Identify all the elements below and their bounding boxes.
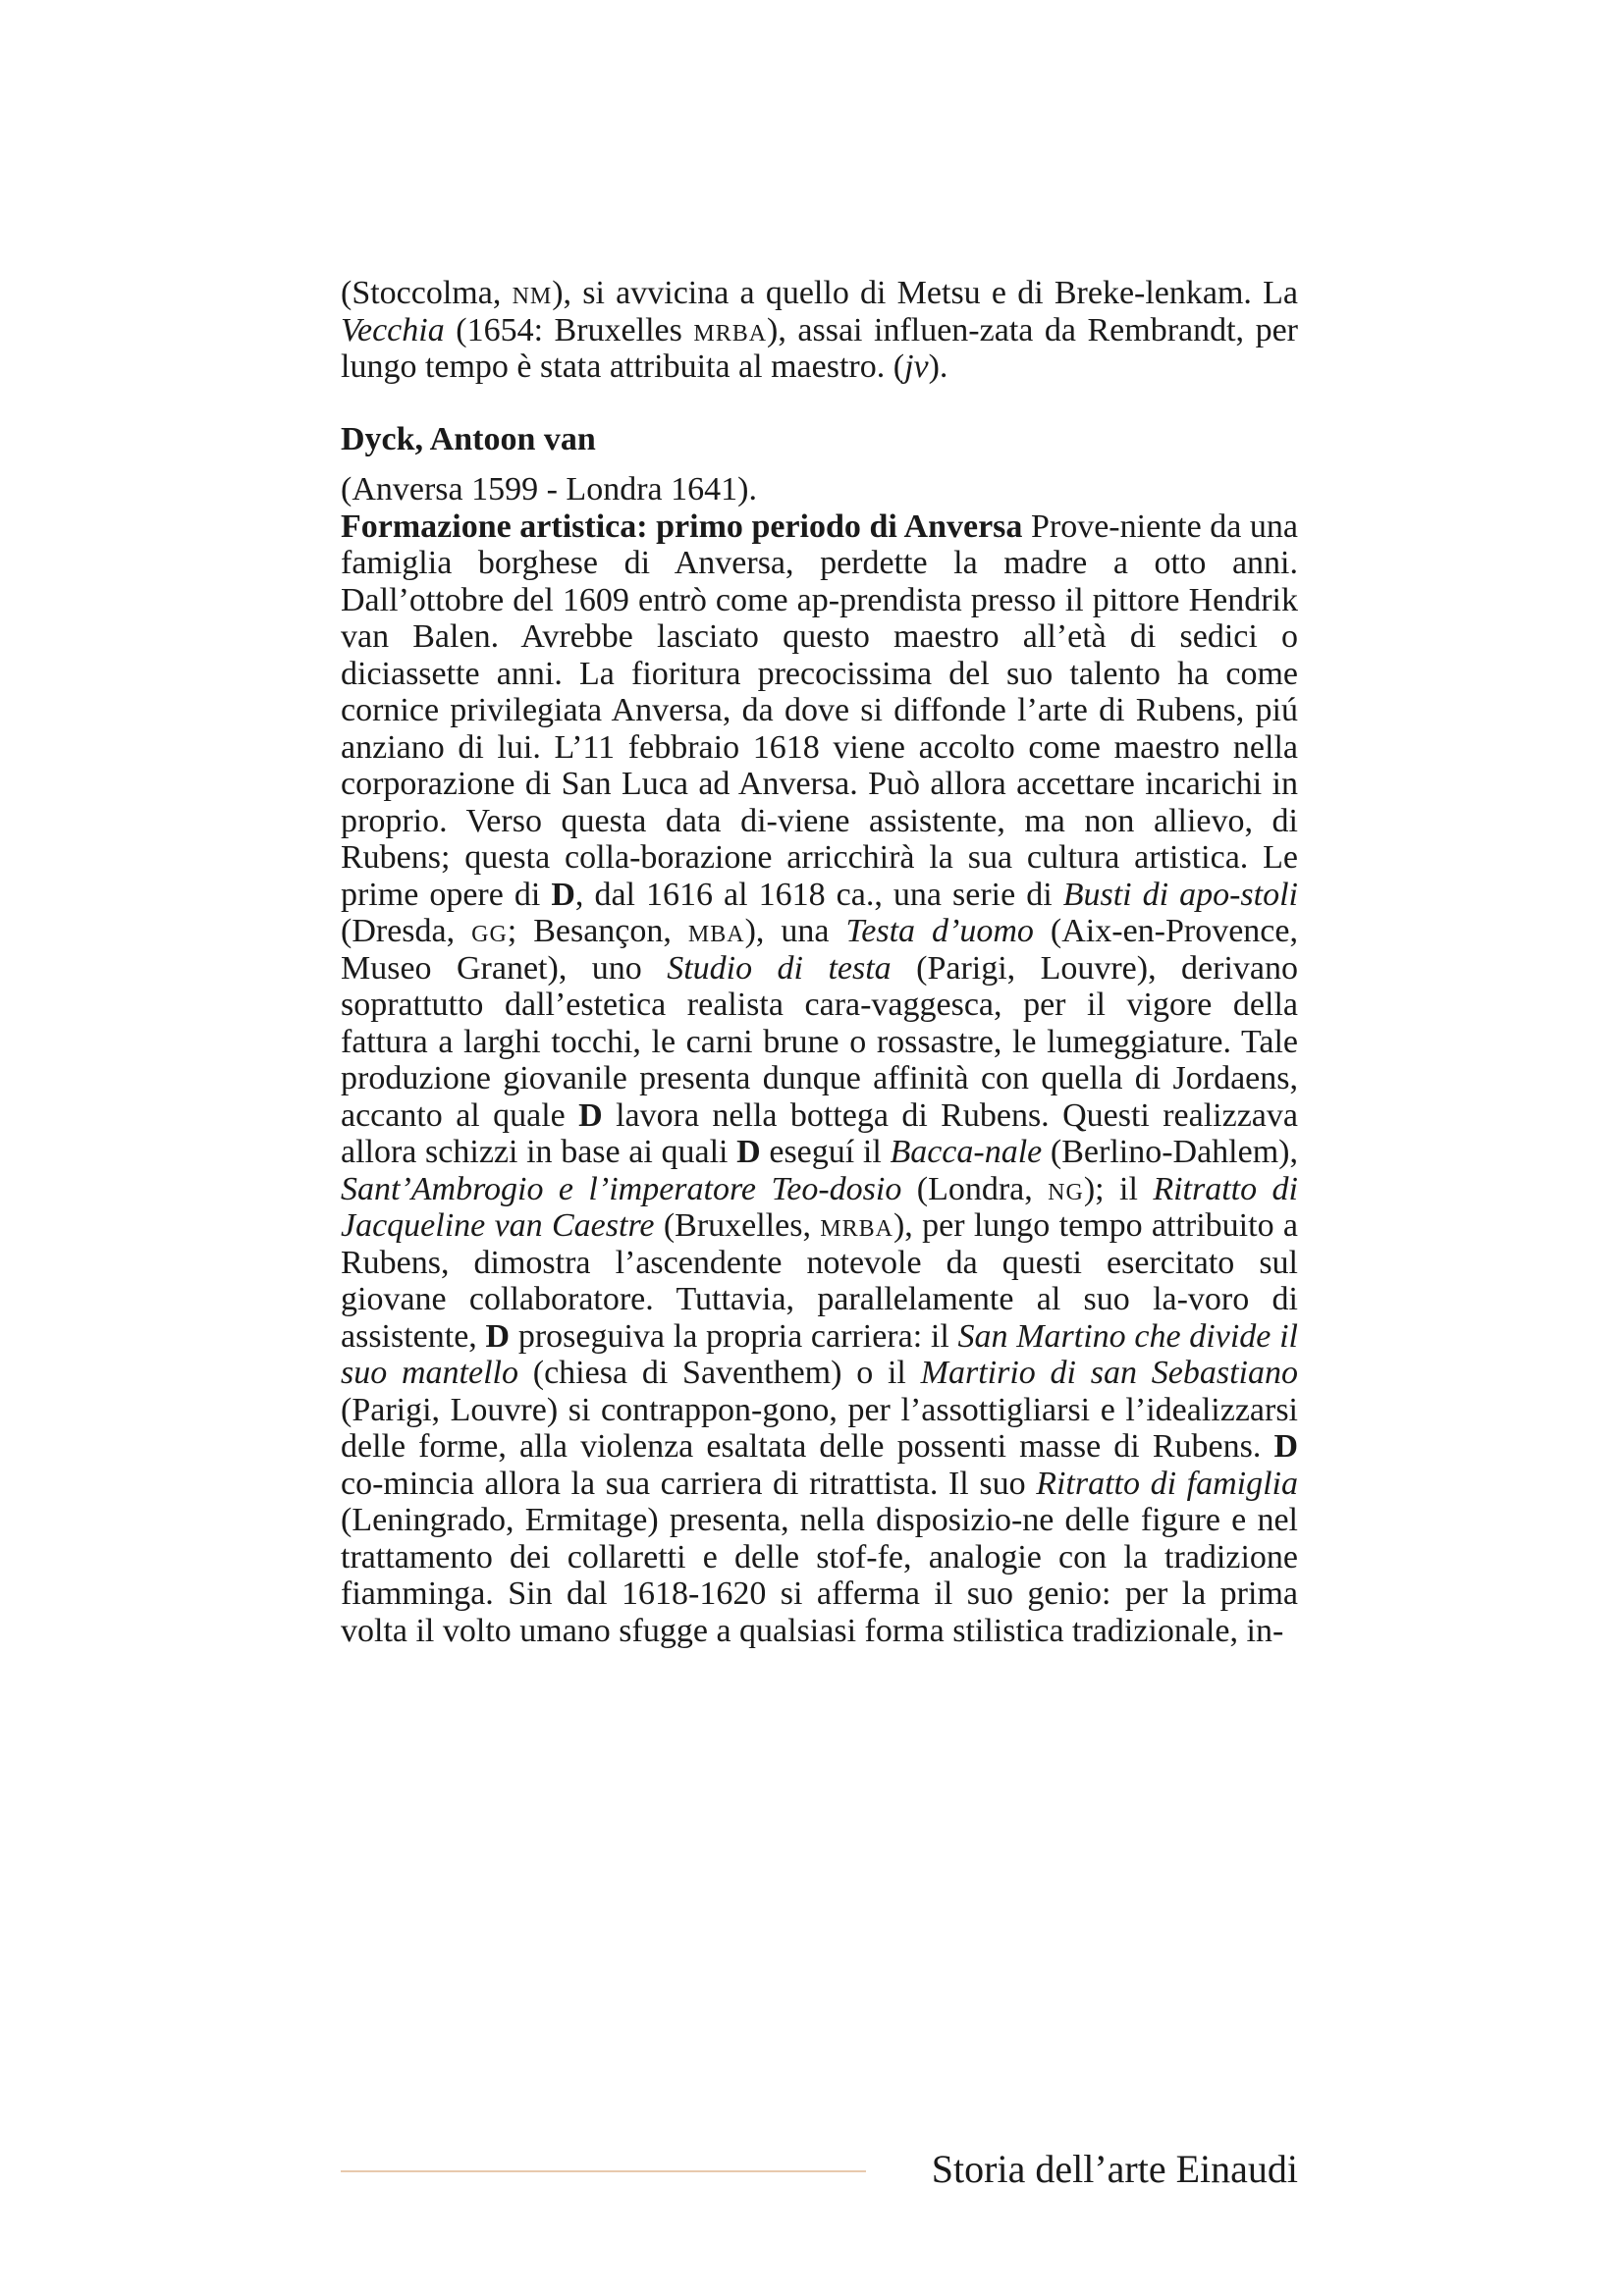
text-block [341,275,1298,1649]
intro-paragraph: (Stoccolma, nm), si avvicina a quello di Metsu e di Breke-lenkam. La Vecchia (1654: Bruxelles mrba), assai influen-zata da Rembrandt, per lungo tempo è stata attribuita al maestro. (jv). [341,275,1298,385]
entry-dates: (Anversa 1599 - Londra 1641). [341,471,757,507]
footer-rule [341,2170,866,2172]
title-vecchia: Vecchia [341,311,445,348]
abbr-nm: nm [512,275,553,311]
entry-heading: Dyck, Antoon van [341,420,596,457]
author-initials: jv [904,348,929,385]
section-subheading: Formazione artistica: primo periodo di Anversa [341,507,1023,545]
footer-title: Storia dell’arte Einaudi [931,2147,1298,2191]
body-paragraph: Formazione artistica: primo periodo di Anversa Prove-niente da una famiglia borghese di Anversa, perdette la madre a otto anni. Dall’ottobre del 1609 entrò come ap-prendista presso il pittore Hendrik van Balen. Avrebbe lasciato questo maestro all’età di sedici o diciassette anni. La fioritura precocissima del suo talento ha come cornice privilegiata Anversa, da dove si diffonde l’arte di Rubens, piú anziano di lui. L’11 febbraio 1618 viene accolto come maestro nella corporazione di San Luca ad Anversa. Può allora accettare incarichi in proprio. Verso questa data di-viene assistente, ma non allievo, di Rubens; questa colla-borazione arricchirà la sua cultura artistica. Le prime opere di D, dal 1616 al 1618 ca., una serie di Busti di apo-stoli (Dresda, gg; Besançon, mba), una Testa d’uomo (Aix-en-Provence, Museo Granet), uno Studio di testa (Parigi, Louvre), derivano soprattutto dall’estetica realista cara-vaggesca, per il vigore della fattura a larghi tocchi, le carni brune o rossastre, le lumeggiature. Tale produzione giovanile presenta dunque affinità con quella di Jordaens, accanto al quale D lavora nella bottega di Rubens. Questi realizzava allora schizzi in base ai quali D eseguí il Bacca-nale (Berlino-Dahlem), Sant’Ambrogio e l’imperatore Teo-dosio (Londra, ng); il Ritratto di Jacqueline van Caestre (Bruxelles, mrba), per lungo tempo attribuito a Rubens, dimostra l’ascendente notevole da questi esercitato sul giovane collaboratore. Tuttavia, parallelamente al suo la-voro di assistente, D proseguiva la propria carriera: il San Martino che divide il suo mantello (chiesa di Saventhem) o il Martirio di san Sebastiano (Parigi, Louvre) si contrappon-gono, per l’assottigliarsi e l’idealizzarsi delle forme, alla violenza esaltata delle possenti masse di Rubens. D co-mincia allora la sua carriera di ritrattista. Il suo Ritratto di famiglia (Leningrado, Ermitage) presenta, nella disposizio-ne delle figure e nel trattamento dei collaretti e delle stof-fe, analogie con la tradizione fiamminga. Sin dal 1618-1620 si afferma il suo genio: per la prima volta il volto umano sfugge a qualsiasi forma stilistica tradizionale, in- [341,507,1299,1649]
abbr-mrba: mrba [693,311,768,348]
